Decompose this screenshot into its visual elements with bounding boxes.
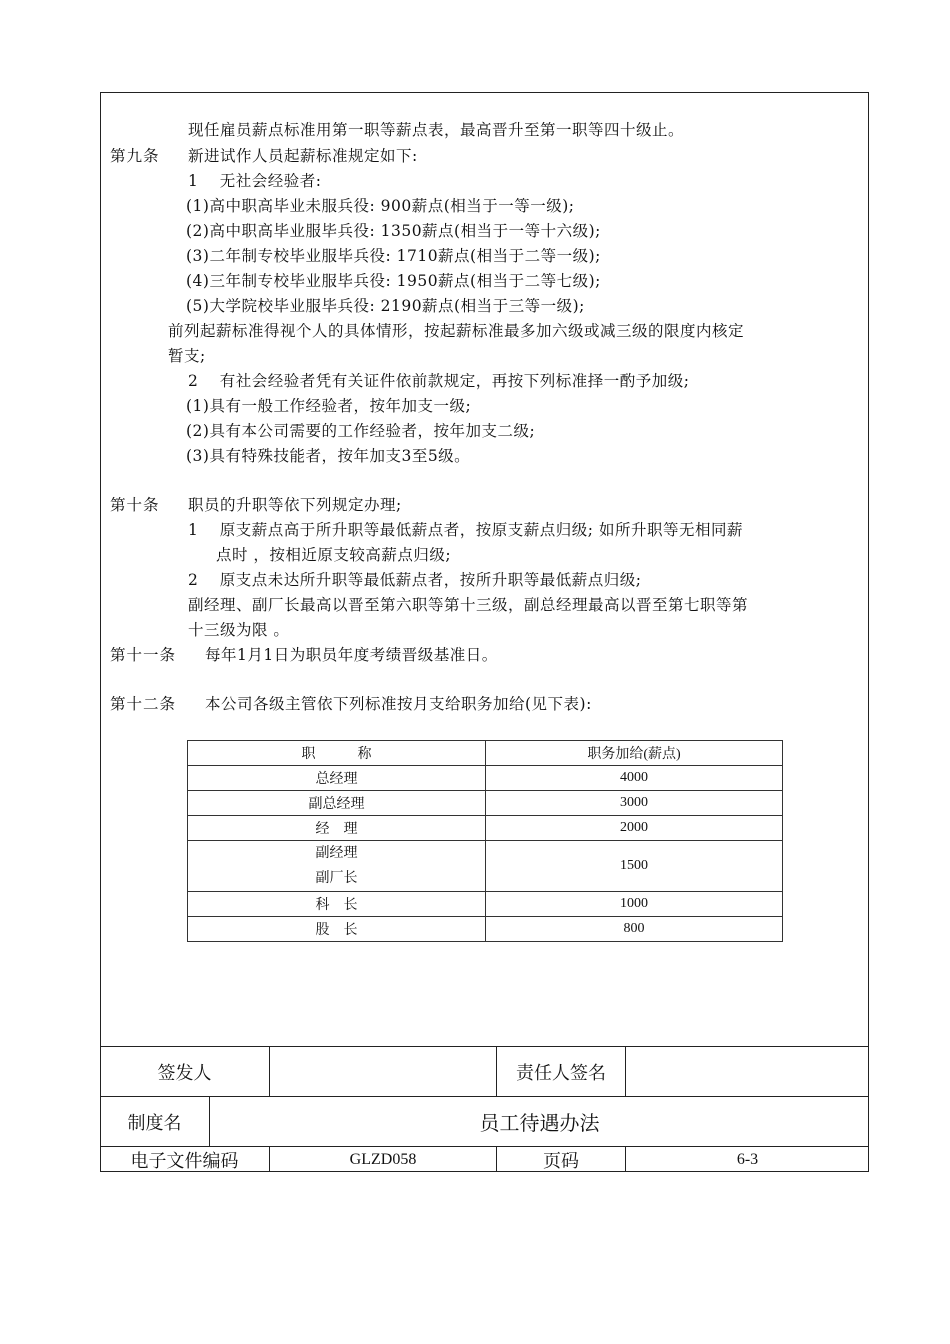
- table-row: [188, 917, 783, 942]
- article-9-label: 第九条: [110, 147, 160, 165]
- position-line: 副厂长: [315, 871, 358, 886]
- article-9-item: (4)三年制专校毕业服毕兵役: 1950薪点(相当于二等七级);: [186, 272, 601, 290]
- doc-name-value: 员工待遇办法: [479, 1111, 600, 1135]
- article-10-note-line-1: 副经理、副厂长最高以晋至第六职等第十三级，副总经理最高以晋至第七职等第: [188, 596, 749, 614]
- article-11-label: 第十一条: [110, 646, 177, 664]
- article-10-section-1-line-2: 点时 ，按相近原支较高薪点归级;: [216, 546, 452, 564]
- issuer-field[interactable]: [270, 1047, 496, 1096]
- article-9-section-1: 1 无社会经验者:: [188, 172, 322, 190]
- amount-cell: 1000: [486, 892, 783, 917]
- article-10-section-2: 2 原支点未达所升职等最低薪点者，按所升职等最低薪点归级;: [188, 571, 642, 589]
- article-9-item: (2)具有本公司需要的工作经验者，按年加支二级;: [186, 422, 536, 440]
- allowance-table: [187, 740, 783, 942]
- position-cell: 股 长: [188, 917, 486, 942]
- article-11-text: 每年1月1日为职员年度考绩晋级基准日。: [205, 646, 498, 664]
- article-9-item: (1)高中职高毕业未服兵役: 900薪点(相当于一等一级);: [186, 197, 575, 215]
- article-9-item: (2)高中职高毕业服毕兵役: 1350薪点(相当于一等十六级);: [186, 222, 601, 240]
- amount-cell: 4000: [486, 766, 783, 791]
- table-row: [188, 816, 783, 841]
- amount-cell: 800: [486, 917, 783, 942]
- position-cell: 经 理: [188, 816, 486, 841]
- article-10-label: 第十条: [110, 496, 160, 514]
- article-9-note-line-1: 前列起薪标准得视个人的具体情形，按起薪标准最多加六级或减三级的限度内核定: [168, 322, 745, 340]
- article-9-text: 新进试作人员起薪标准规定如下:: [188, 147, 418, 165]
- article-10-text: 职员的升职等依下列规定办理;: [188, 496, 402, 514]
- article-9-item: (5)大学院校毕业服毕兵役: 2190薪点(相当于三等一级);: [186, 297, 585, 315]
- page-label: 页码: [543, 1150, 579, 1172]
- table-header-title: 职 称: [188, 741, 486, 766]
- article-9-section-2: 2 有社会经验者凭有关证件依前款规定，再按下列标准择一酌予加级;: [188, 372, 690, 390]
- article-9-item: (1)具有一般工作经验者，按年加支一级;: [186, 397, 472, 415]
- position-line: 副经理: [315, 846, 358, 861]
- article-12-text: 本公司各级主管依下列标准按月支给职务加给(见下表):: [205, 695, 592, 713]
- position-cell: 副总经理: [188, 791, 486, 816]
- article-12-label: 第十二条: [110, 695, 177, 713]
- page-number: 6-3: [736, 1150, 759, 1168]
- article-9-item: (3)二年制专校毕业服毕兵役: 1710薪点(相当于二等一级);: [186, 247, 601, 265]
- amount-cell: 3000: [486, 791, 783, 816]
- file-code-value: GLZD058: [349, 1150, 417, 1168]
- table-row: [188, 791, 783, 816]
- position-cell: 科 长: [188, 892, 486, 917]
- article-9-note-line-2: 暂支;: [168, 347, 206, 365]
- article-10-note-line-2: 十三级为限 。: [188, 621, 290, 639]
- amount-cell: 2000: [486, 816, 783, 841]
- table-row: [188, 766, 783, 791]
- table-row: [188, 892, 783, 917]
- doc-name-label: 制度名: [127, 1112, 182, 1134]
- file-code-label: 电子文件编码: [130, 1150, 239, 1172]
- intro-line: 现任雇员薪点标准用第一职等薪点表，最高晋升至第一职等四十级止。: [188, 121, 685, 139]
- table-header-amount: 职务加给(薪点): [486, 741, 783, 766]
- position-cell: [188, 841, 486, 892]
- amount-cell: 1500: [486, 841, 783, 892]
- position-cell: 总经理: [188, 766, 486, 791]
- responsible-signature-field[interactable]: [626, 1047, 869, 1096]
- article-10-section-1-line-1: 1 原支薪点高于所升职等最低薪点者，按原支薪点归级; 如所升职等无相同薪: [188, 521, 743, 539]
- table-row: [188, 841, 783, 892]
- table-header-row: [188, 741, 783, 766]
- issuer-label: 签发人: [157, 1062, 212, 1084]
- responsible-label: 责任人签名: [516, 1062, 606, 1084]
- article-9-item: (3)具有特殊技能者，按年加支3至5级。: [186, 447, 471, 465]
